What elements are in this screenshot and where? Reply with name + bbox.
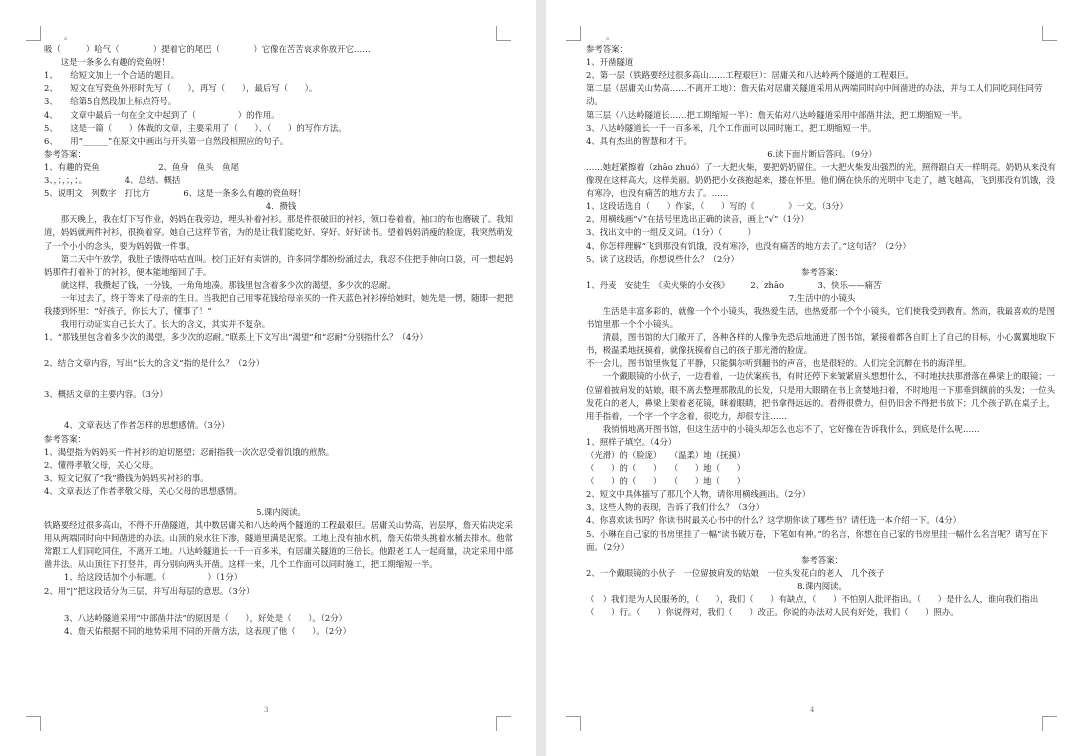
section-title: 4．攒钱	[265, 201, 297, 212]
crop-mark-bottom-right	[1042, 716, 1057, 731]
question-3: 3、八达岭隧道采用“中部凿井法”的原因是（ ），好处是（ ）。（2分）	[64, 612, 348, 623]
question-3: 3、找出文中的一组反义词。（1分）（ ）	[586, 227, 756, 238]
question-6: 6、 用“______”在原文中画出与开头第一自然段相照应的句子。	[44, 135, 289, 146]
answer-line: 2、第一层（铁路要经过很多高山……工程艰巨）：居庸关和八达岭两个隧道的工程艰巨。	[586, 70, 914, 81]
answer-line: 第二层（居庸关山势高……不离开工地）：詹天佑对居庸关隧道采用从两端同时向中间凿进的办法，并与工人们同吃同住同劳动。	[586, 83, 1043, 107]
crop-mark-top-left	[566, 26, 581, 41]
page-number: 4	[810, 706, 815, 714]
passage-paragraph: 铁路要经过很多高山，不得不开凿隧道，其中数居庸关和八达岭两个隧道的工程最艰巨。居庸关山势高，岩层厚，詹天佑决定采用从两端同时向中间凿进的办法。山顶的泉水往下渗，隧道里满是泥浆。工地上没有抽水机，詹天佑带头挑着水桶去排水。他常常跟工人们同吃同住，不离开工地。八达岭隧道长一千一百多米，有居庸关隧道的三倍长。他跟老工人一起商量，决定采用中部凿井法。从山顶往下打竖井，再分别向两头开凿。这样一来，几个工作面可以同时施工，把工期缩短一半。	[44, 520, 513, 570]
crop-mark-bottom-left	[566, 716, 581, 731]
text-line: 。	[606, 31, 615, 41]
question-1: 1、 给短文加上一个合适的题目。	[44, 70, 180, 81]
question-5: 5、读了这段话，你想说些什么？（2分）	[586, 253, 740, 264]
question-2: 2、用横线画“√”在括号里选出正确的读音，画上“√”（1分）	[586, 214, 809, 225]
question-1: 1、“那钱里包含着多少次的渴望，多少次的忍耐。”联系上下文写出“渴望”和“忍耐”分别指什么？（4分）	[44, 332, 428, 343]
question-2: 2、用“|”把这段话分为三层，并写出每层的意思。（3分）	[44, 585, 255, 596]
passage-paragraph: 第二天中午放学，我肚子饿得咕咕直叫。校门正好有卖饼的，许多同学都纷纷涌过去，我忍不住把手伸向口袋，可一想起妈妈那件打着补丁的衬衫，便本能地缩回了手。	[44, 253, 513, 277]
answer-line: 第三层（八达岭隧道长……把工期缩短一半）：詹天佑对八达岭隧道采用中部凿井法，把工期缩短一半。	[586, 109, 968, 120]
fill-in-row: （ ）的（ ） （ ）地（ ）	[586, 463, 746, 474]
answer-heading: 参考答案：	[44, 433, 86, 444]
passage-paragraph: （ ）我们是为人民服务的，（ ），我们（ ）有缺点，（ ）不怕别人批评指出。（ ）是什么人，谁向我们指出（ ）行。（ ）你说得对，我们（ ）改正。你说的办法对人民有好处，我们（ ）照办。	[586, 594, 1039, 618]
crop-mark-top-left	[26, 26, 41, 41]
fill-in-row: （ ）的（ ） （ ）地（ ）	[586, 476, 746, 487]
question-2: 2、结合文章内容，写出“长大的含义”指的是什么？（2分）	[44, 358, 265, 369]
passage-paragraph: 那天晚上，我在灯下写作业，妈妈在我旁边，埋头补着衬衫。那是件很破旧的衬衫，领口卷着着，袖口的布也磨破了。我知道，妈妈就两件衬衫，很换着穿。她自己这样节省，为的是让我们能吃好、穿好、好好读书。望着妈妈消瘦的脸庞，我突然萌发了一个小小的念头，要为妈妈做一件事。	[44, 214, 513, 251]
text-line: 这是一条多么有趣的瓷鱼呀！	[44, 57, 170, 68]
question-5: 5、小琳在自己家的书房里挂了一幅“读书破万卷，下笔如有神。”的名言，你想在自己家的书房里挂一幅什么名言呢？请写在下面。（2分）	[586, 528, 1048, 552]
question-1: 1、这段话选自（ ）作家，（ ）写的《 》一文。（3分）	[586, 201, 848, 212]
answer-line: 1、开凿隧道	[586, 57, 634, 68]
question-3: 3、 给第5自然段加上标点符号。	[44, 96, 177, 107]
answer-heading: 参考答案：	[586, 44, 628, 55]
passage-paragraph: 一年过去了，终于等来了母亲的生日。当我把自己用零花钱给母亲买的一件天蓝色衬衫捧给她时，她先是一愣，随即一把把我搂到怀里：“好孩子，你长大了，懂事了！”	[44, 292, 513, 316]
answer-line: 3、八达岭隧道长一千一百多米，几个工作面可以同时施工，把工期缩短一半。	[586, 122, 877, 133]
answer-line: 5、说明文 列数字 打比方 6、这是一条多么有趣的瓷鱼呀！	[44, 188, 306, 199]
text-line: 。	[64, 31, 73, 41]
question-1: 1、照样子填空。（4分）	[586, 436, 677, 447]
question-1: 1、给这段话加个小标题。（ ）（1分）	[64, 572, 243, 583]
question-2: 2、 短文在写瓷鱼外形时先写（ ），再写（ ），最后写（ ）。	[44, 83, 318, 94]
passage-paragraph: 一个戴眼镜的小伙子，一边看着，一边伏案疾书，有时还停下来皱紧眉头想想什么，不时地扶扶那滑落在鼻梁上的眼镜；一位留着披肩发的姑娘，眼不离去整理那散乱的长发，只是用大眼睛在书上贪婪地扫着，不时地甩一下那垂到额前的头发；一位头发花白的老人，鼻梁上架着老花镜，眯着眼睛，把书拿得远远的。看得很费力，但仍旧舍不得把书放下；几个孩子趴在桌子上，用手指着，一个字一个字念着，很吃力，却很专注……	[586, 371, 1055, 421]
question-3: 3、概括文章的主要内容。（3分）	[44, 389, 168, 400]
answer-line: 3、，；，；，；。 4、总结、概括	[44, 175, 181, 186]
page-number: 3	[264, 706, 269, 714]
question-4: 4、 文章中最后一句在全文中起到了（ ）的作用。	[44, 109, 280, 120]
answer-line: 4、文章表达了作者孝敬父母，关心父母的思想感情。	[44, 485, 242, 496]
document-page-left	[0, 0, 536, 756]
answer-heading: 参考答案：	[801, 266, 843, 277]
section-title: 5.课内阅读。	[256, 507, 306, 517]
answer-line: 1、渴望指为妈妈买一件衬衫的迫切愿望；忍耐指我一次次忍受着饥饿的煎熬。	[44, 446, 335, 457]
section-title: 6.读下面片断后答问。（9分）	[767, 148, 877, 159]
text-line: 吸（ ）哈气（ ）提着它的尾巴（ ）它像在苦苦哀求你放开它……	[44, 44, 371, 55]
crop-mark-top-right	[1042, 26, 1057, 41]
answer-line: 2、一个戴眼镜的小伙子 一位留披肩发的姑娘 一位头发花白的老人 几个孩子	[586, 567, 885, 578]
passage-paragraph: 不一会儿，图书馆里恢复了平静，只能偶尔听到翻书的声音，也是很轻的。人们完全沉醉在书的海洋里。	[586, 358, 972, 369]
passage-paragraph: ……她赶紧擦着（zhāo zhuó）了一大把火柴，要把奶奶留住。一大把火柴发出强烈的光，照得跟白天一样明亮。奶奶从来没有像现在这样高大，这样美丽。奶奶把小女孩抱起来，搂在怀里。他们俩在快乐的光明中飞走了，越飞越高，飞到那没有饥饿，没有寒冷，也没有痛苦的地方去了。……	[586, 161, 1056, 199]
answer-line: 3、短文记叙了“我”攒钱为妈妈买衬衫的事。	[44, 472, 209, 483]
answer-line: 1、有趣的瓷鱼 2、鱼身 鱼头 鱼尾	[44, 161, 239, 172]
question-4: 4、你怎样理解“飞到那没有饥饿，没有寒冷，也没有痛苦的地方去了。”这句话？（2分）	[586, 240, 911, 251]
document-page-right	[546, 0, 1080, 756]
passage-paragraph: 生活是丰富多彩的，就像一个个小镜头，我热爱生活，也热爱那一个个小镜头，它们使我受到教育。然而，我最喜欢的是图书馆里那一个个小镜头。	[586, 305, 1055, 330]
answer-line: 4、具有杰出的智慧和才干。	[586, 135, 692, 146]
passage-paragraph: 清晨，图书馆的大门敞开了，各种各样的人像争先恐后地涌进了图书馆，紧接着都各自盯上了自己的目标，小心翼翼地取下书，极温柔地抚摸着，就像抚摸着自己的孩子那光滑的脸庞。	[586, 332, 1055, 356]
crop-mark-bottom-left	[26, 716, 41, 731]
answer-line: 1、丹麦 安徒生 《卖火柴的小女孩》 2、zhāo 3、快乐——痛苦	[586, 279, 882, 290]
passage-paragraph: 我用行动证实自己长大了。长大的含义，其实并不复杂。	[44, 319, 271, 330]
question-5: 5、 这是一篇（ ）体裁的文章，主要采用了（ ）、（ ）的写作方法。	[44, 122, 347, 133]
crop-mark-top-right	[496, 26, 511, 41]
passage-paragraph: 我悄悄地离开图书馆，但这生活中的小镜头却怎么也忘不了，它好像在告诉我什么，到底是什么呢……	[586, 423, 980, 434]
question-4: 4、詹天佑根据不同的地势采用不同的开凿方法，这表现了他（ ）。（2分）	[64, 625, 352, 636]
answer-line: 2、懂得孝敬父母，关心父母。	[44, 459, 159, 470]
answer-heading: 参考答案：	[44, 148, 86, 159]
question-3: 3、这些人物的表现，告诉了我们什么？（3分）	[586, 502, 765, 513]
passage-paragraph: 就这样，我攒起了钱，一分钱，一角角地凑。那钱里包含着多少次的渴望，多少次的忍耐。	[44, 279, 396, 290]
crop-mark-bottom-right	[496, 716, 511, 731]
question-4: 4、文章表达了作者怎样的思想感情。（3分）	[64, 420, 230, 431]
section-title: 8.课内阅读。	[797, 580, 847, 591]
question-2: 2、短文中具体描写了那几个人物，请你用横线画出。（2分）	[586, 489, 811, 500]
section-title: 7.生活中的小镜头	[788, 292, 856, 303]
fill-in-row: （光滑）的（脸庞） （温柔）地（抚摸）	[586, 450, 746, 460]
question-4: 4、你喜欢读书吗？你读书时最关心书中的什么？这学期你读了哪些书？请任选一本介绍一下。（4分）	[586, 515, 961, 526]
answer-heading: 参考答案：	[801, 554, 843, 565]
